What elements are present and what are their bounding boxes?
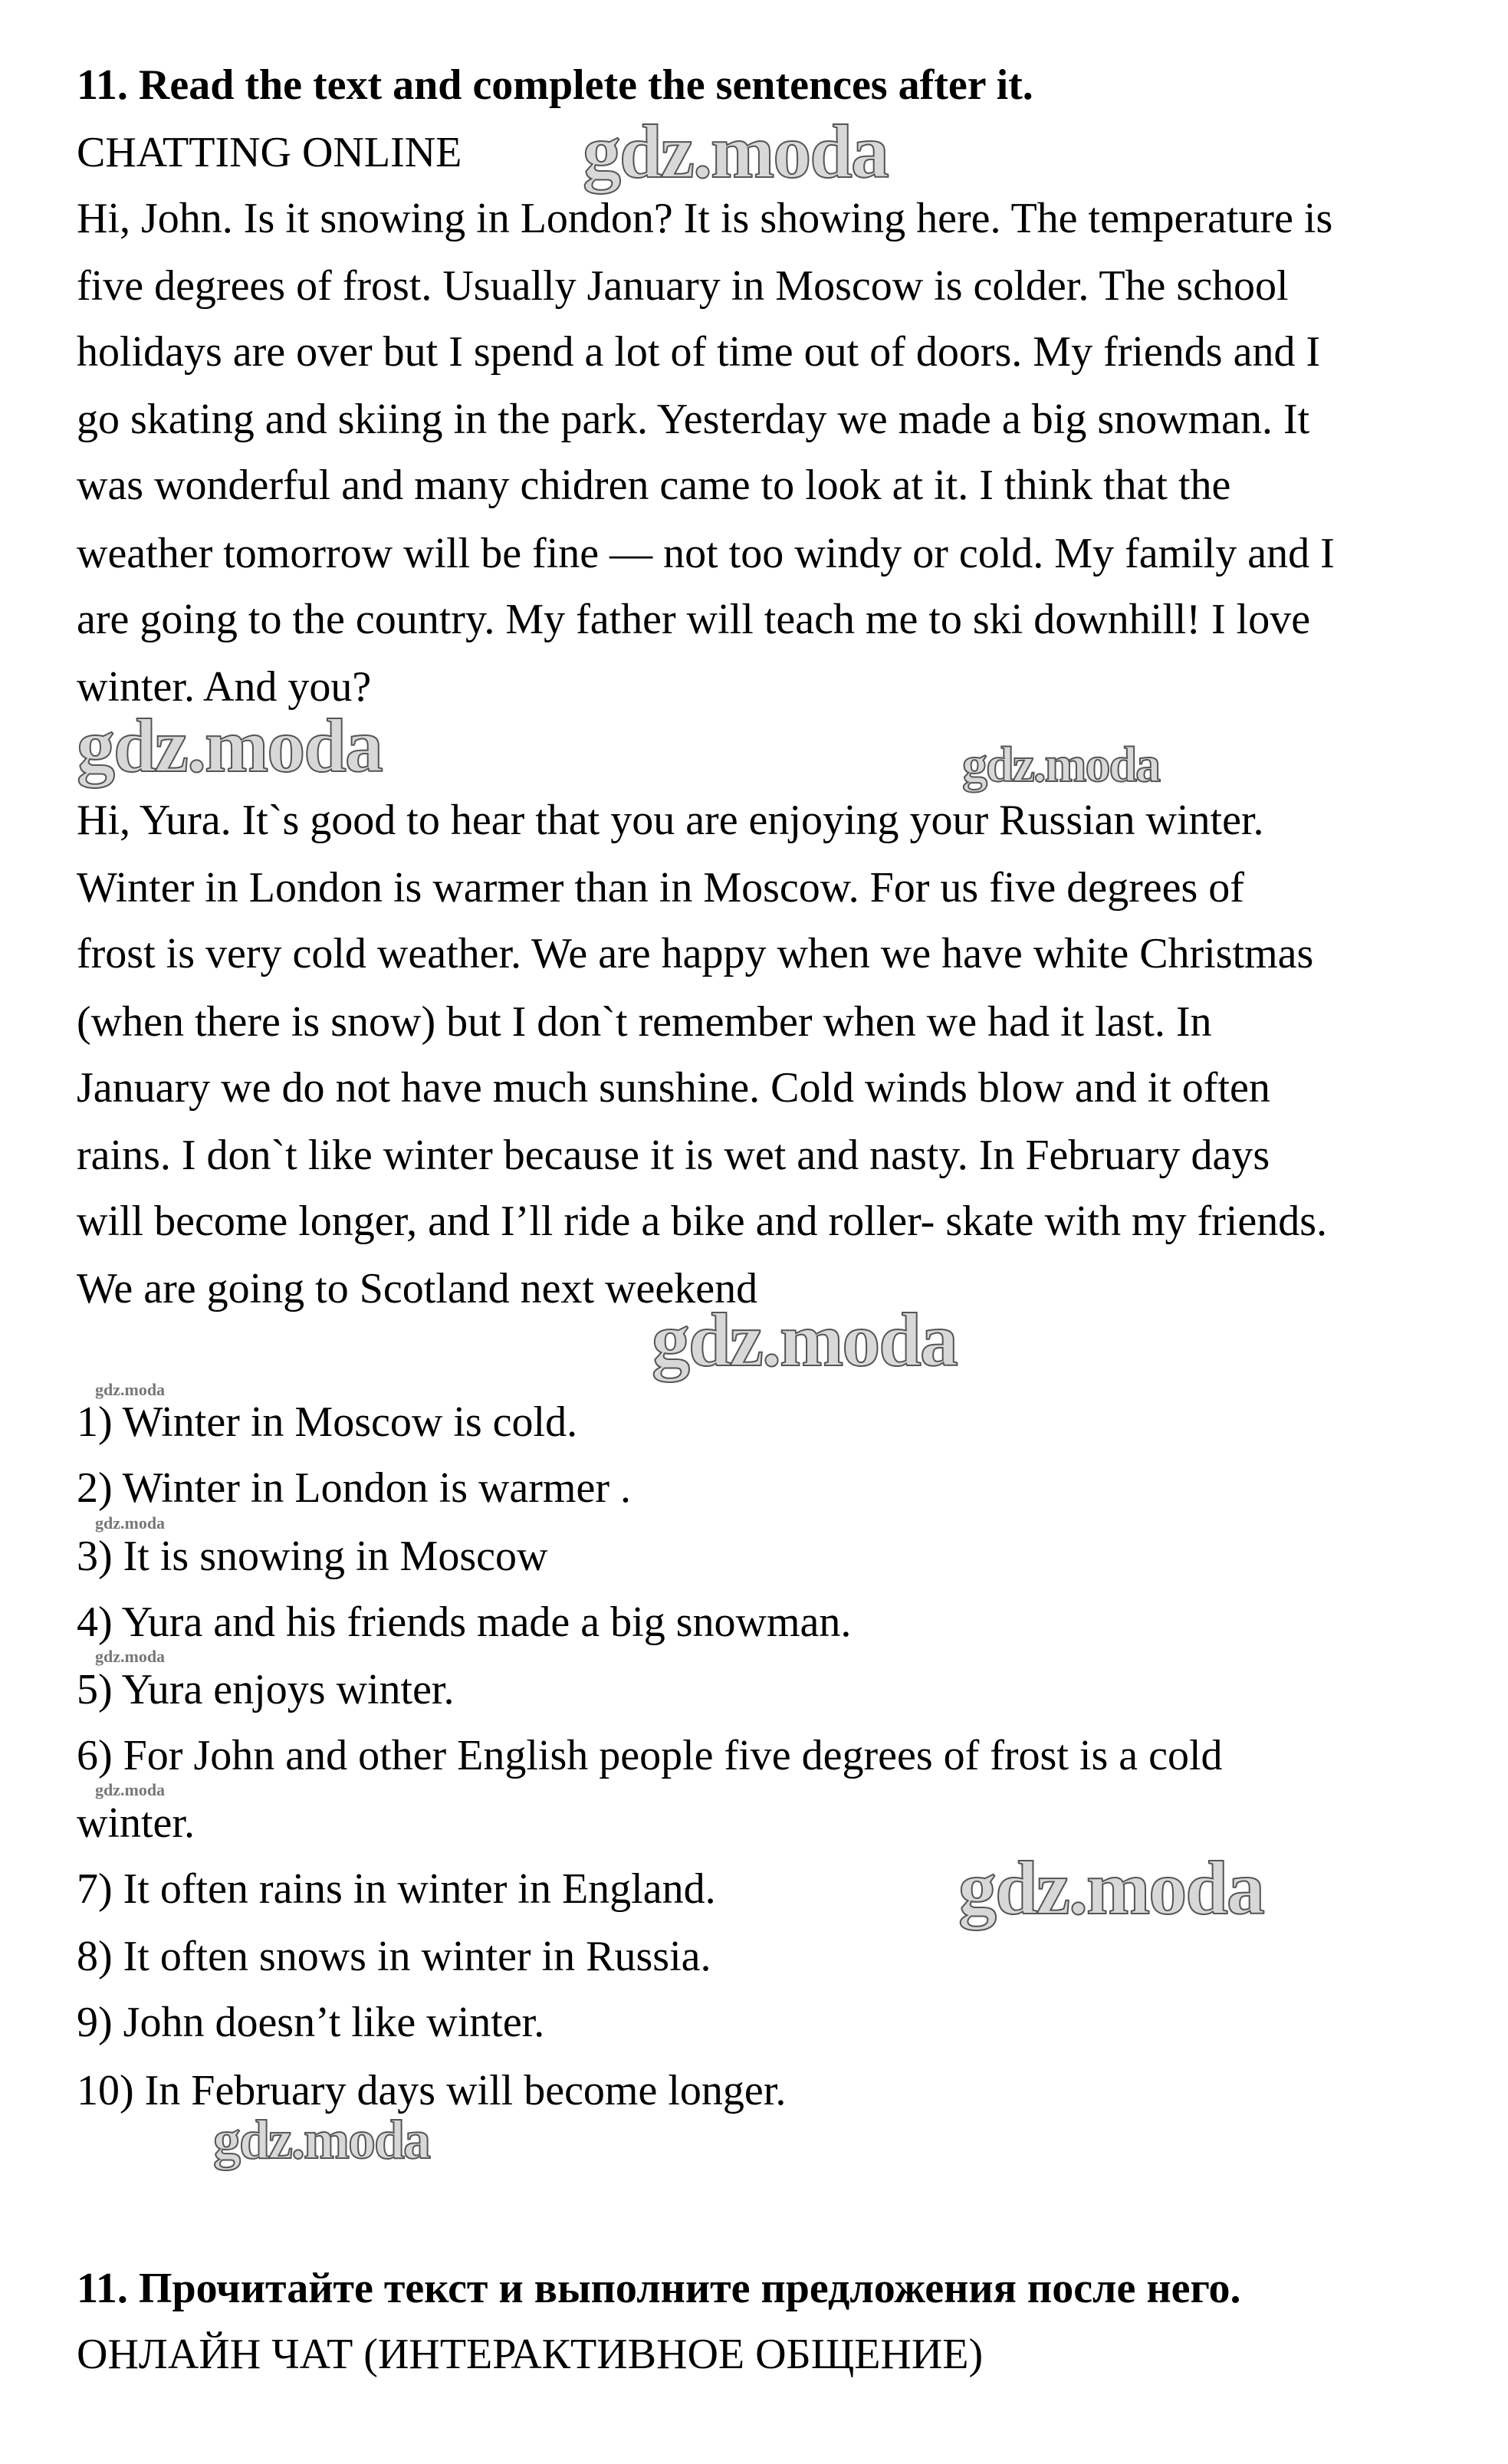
letter1-line: was wonderful and many chidren came to look at it. I think that the — [77, 462, 1231, 509]
letter2-line: January we do not have much sunshine. Cold winds blow and it often — [77, 1064, 1270, 1112]
text-title: CHATTING ONLINE — [77, 129, 462, 176]
answer-item: 1) Winter in Moscow is cold. — [77, 1398, 578, 1446]
letter1-line: winter. And you? — [77, 663, 372, 711]
watermark: gdz.moda — [77, 703, 382, 788]
watermark: gdz.moda — [583, 109, 888, 194]
watermark-small: gdz.moda — [95, 1647, 166, 1666]
letter2-line: (when there is snow) but I don`t remember when we had it last. In — [77, 998, 1212, 1046]
watermark-small: gdz.moda — [95, 1513, 166, 1533]
answer-item: winter. — [77, 1799, 195, 1847]
letter2-line: Hi, Yura. It`s good to hear that you are enjoying your Russian winter. — [77, 797, 1264, 844]
letter2-line: We are going to Scotland next weekend — [77, 1265, 758, 1312]
letter1-line: five degrees of frost. Usually January in Moscow is colder. The school — [77, 262, 1289, 310]
letter2-line: Winter in London is warmer than in Moscow. For us five degrees of — [77, 864, 1244, 912]
answer-item: 4) Yura and his friends made a big snowman. — [77, 1598, 852, 1646]
answer-item: 6) For John and other English people five degrees of frost is a cold — [77, 1732, 1223, 1779]
answer-item: 5) Yura enjoys winter. — [77, 1666, 455, 1713]
letter1-line: Hi, John. Is it snowing in London? It is showing here. The temperature is — [77, 195, 1333, 242]
watermark: gdz.moda — [962, 737, 1160, 793]
exercise-title: 11. Read the text and complete the sentences after it. — [77, 61, 1033, 109]
ru-exercise-title: 11. Прочитайте текст и выполните предложения после него. — [77, 2265, 1241, 2312]
watermark: gdz.moda — [958, 1845, 1263, 1930]
letter2-line: will become longer, and I’ll ride a bike and roller- skate with my friends. — [77, 1198, 1327, 1245]
answer-item: 7) It often rains in winter in England. — [77, 1865, 716, 1913]
letter1-line: go skating and skiing in the park. Yesterday we made a big snowman. It — [77, 396, 1310, 443]
watermark: gdz.moda — [652, 1297, 957, 1382]
letter1-line: are going to the country. My father will teach me to ski downhill! I love — [77, 596, 1311, 643]
letter1-line: weather tomorrow will be fine — not too windy or cold. My family and I — [77, 530, 1335, 577]
answer-item: 2) Winter in London is warmer . — [77, 1464, 631, 1512]
letter2-line: rains. I don`t like winter because it is wet and nasty. In February days — [77, 1132, 1270, 1179]
watermark: gdz.moda — [213, 2109, 430, 2170]
letter1-line: holidays are over but I spend a lot of time out of doors. My friends and I — [77, 328, 1321, 376]
answer-item: 8) It often snows in winter in Russia. — [77, 1933, 711, 1980]
answer-item: 9) John doesn’t like winter. — [77, 1999, 545, 2046]
watermark-small: gdz.moda — [95, 1780, 166, 1799]
answer-item: 3) It is snowing in Moscow — [77, 1533, 548, 1580]
watermark-small: gdz.moda — [95, 1380, 166, 1399]
answer-item: 10) In February days will become longer. — [77, 2067, 787, 2114]
letter2-line: frost is very cold weather. We are happy when we have white Christmas — [77, 930, 1314, 977]
ru-text-title: ОНЛАЙН ЧАТ (ИНТЕРАКТИВНОЕ ОБЩЕНИЕ) — [77, 2331, 984, 2378]
